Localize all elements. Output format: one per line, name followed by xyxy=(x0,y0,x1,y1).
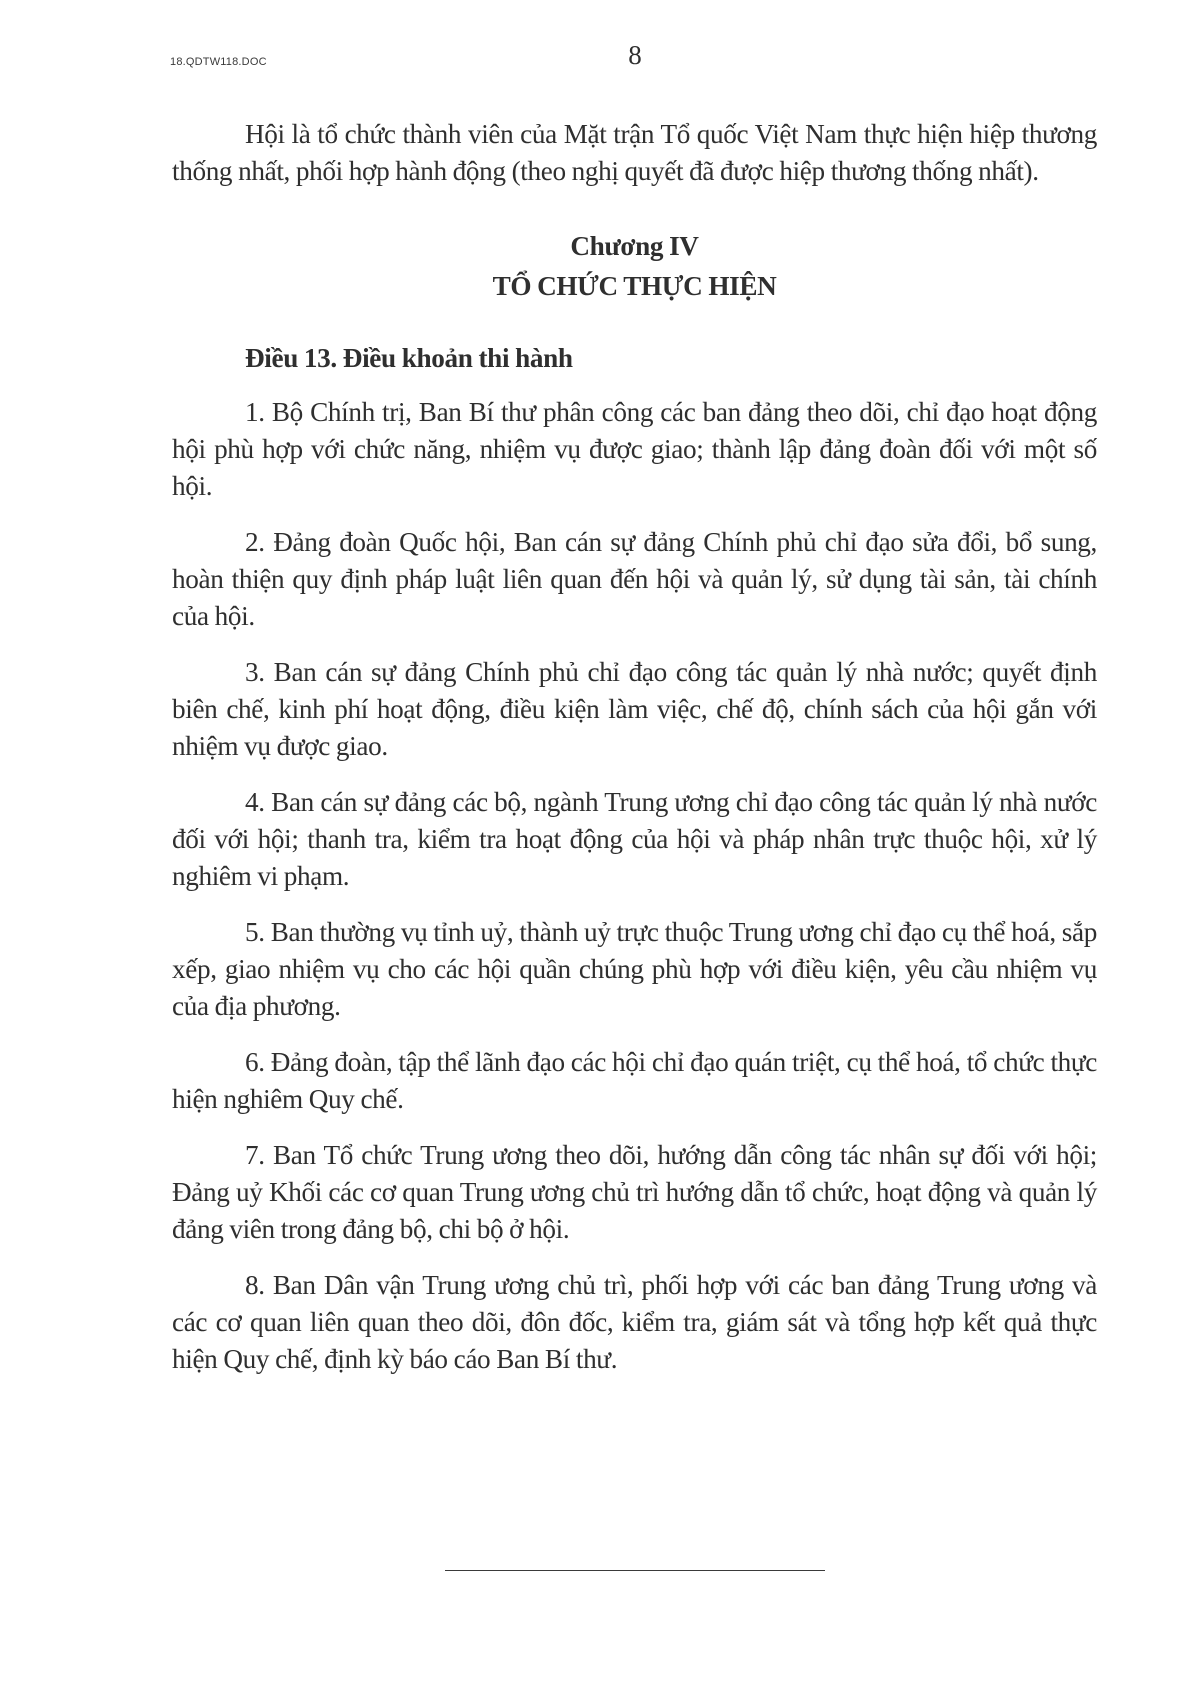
clause-6: 6. Đảng đoàn, tập thể lãnh đạo các hội chỉ đạo quán triệt, cụ thể hoá, tổ chức thực hiện nghiêm Quy chế. xyxy=(172,1047,1097,1114)
chapter-heading xyxy=(172,226,1097,306)
chapter-subtitle: TỔ CHỨC THỰC HIỆN xyxy=(492,271,777,301)
intro-paragraph: Hội là tổ chức thành viên của Mặt trận Tổ quốc Việt Nam thực hiện hiệp thương thống nhất, phối hợp hành động (theo nghị quyết đã được hiệp thương thống nhất). xyxy=(172,119,1097,186)
page-number: 8 xyxy=(628,40,642,70)
clause-4: 4. Ban cán sự đảng các bộ, ngành Trung ương chỉ đạo công tác quản lý nhà nước đối với hội; thanh tra, kiểm tra hoạt động của hội và pháp nhân trực thuộc hội, xử lý nghiêm vi phạm. xyxy=(172,787,1097,891)
article-heading: Điều 13. Điều khoản thi hành xyxy=(245,343,573,373)
clause-8: 8. Ban Dân vận Trung ương chủ trì, phối hợp với các ban đảng Trung ương và các cơ quan liên quan theo dõi, đôn đốc, kiểm tra, giám sát và tổng hợp kết quả thực hiện Quy chế, định kỳ báo cáo Ban Bí thư. xyxy=(172,1270,1097,1374)
clause-5: 5. Ban thường vụ tỉnh uỷ, thành uỷ trực thuộc Trung ương chỉ đạo cụ thể hoá, sắp xếp, giao nhiệm vụ cho các hội quần chúng phù hợp với điều kiện, yêu cầu nhiệm vụ của địa phương. xyxy=(172,917,1097,1021)
clause-7: 7. Ban Tổ chức Trung ương theo dõi, hướng dẫn công tác nhân sự đối với hội; Đảng uỷ Khối các cơ quan Trung ương chủ trì hướng dẫn tổ chức, hoạt động và quản lý đảng viên trong đảng bộ, chi bộ ở hội. xyxy=(172,1140,1097,1244)
end-divider-line xyxy=(445,1570,825,1571)
clause-1: 1. Bộ Chính trị, Ban Bí thư phân công các ban đảng theo dõi, chỉ đạo hoạt động hội phù hợp với chức năng, nhiệm vụ được giao; thành lập đảng đoàn đối với một số hội. xyxy=(172,397,1097,501)
chapter-title: Chương IV xyxy=(570,231,699,261)
document-body xyxy=(172,116,1097,1397)
clause-2: 2. Đảng đoàn Quốc hội, Ban cán sự đảng Chính phủ chỉ đạo sửa đổi, bổ sung, hoàn thiện quy định pháp luật liên quan đến hội và quản lý, sử dụng tài sản, tài chính của hội. xyxy=(172,527,1097,631)
document-filename: 18.QDTW118.DOC xyxy=(170,56,267,68)
clause-3: 3. Ban cán sự đảng Chính phủ chỉ đạo công tác quản lý nhà nước; quyết định biên chế, kinh phí hoạt động, điều kiện làm việc, chế độ, chính sách của hội gắn với nhiệm vụ được giao. xyxy=(172,657,1097,761)
